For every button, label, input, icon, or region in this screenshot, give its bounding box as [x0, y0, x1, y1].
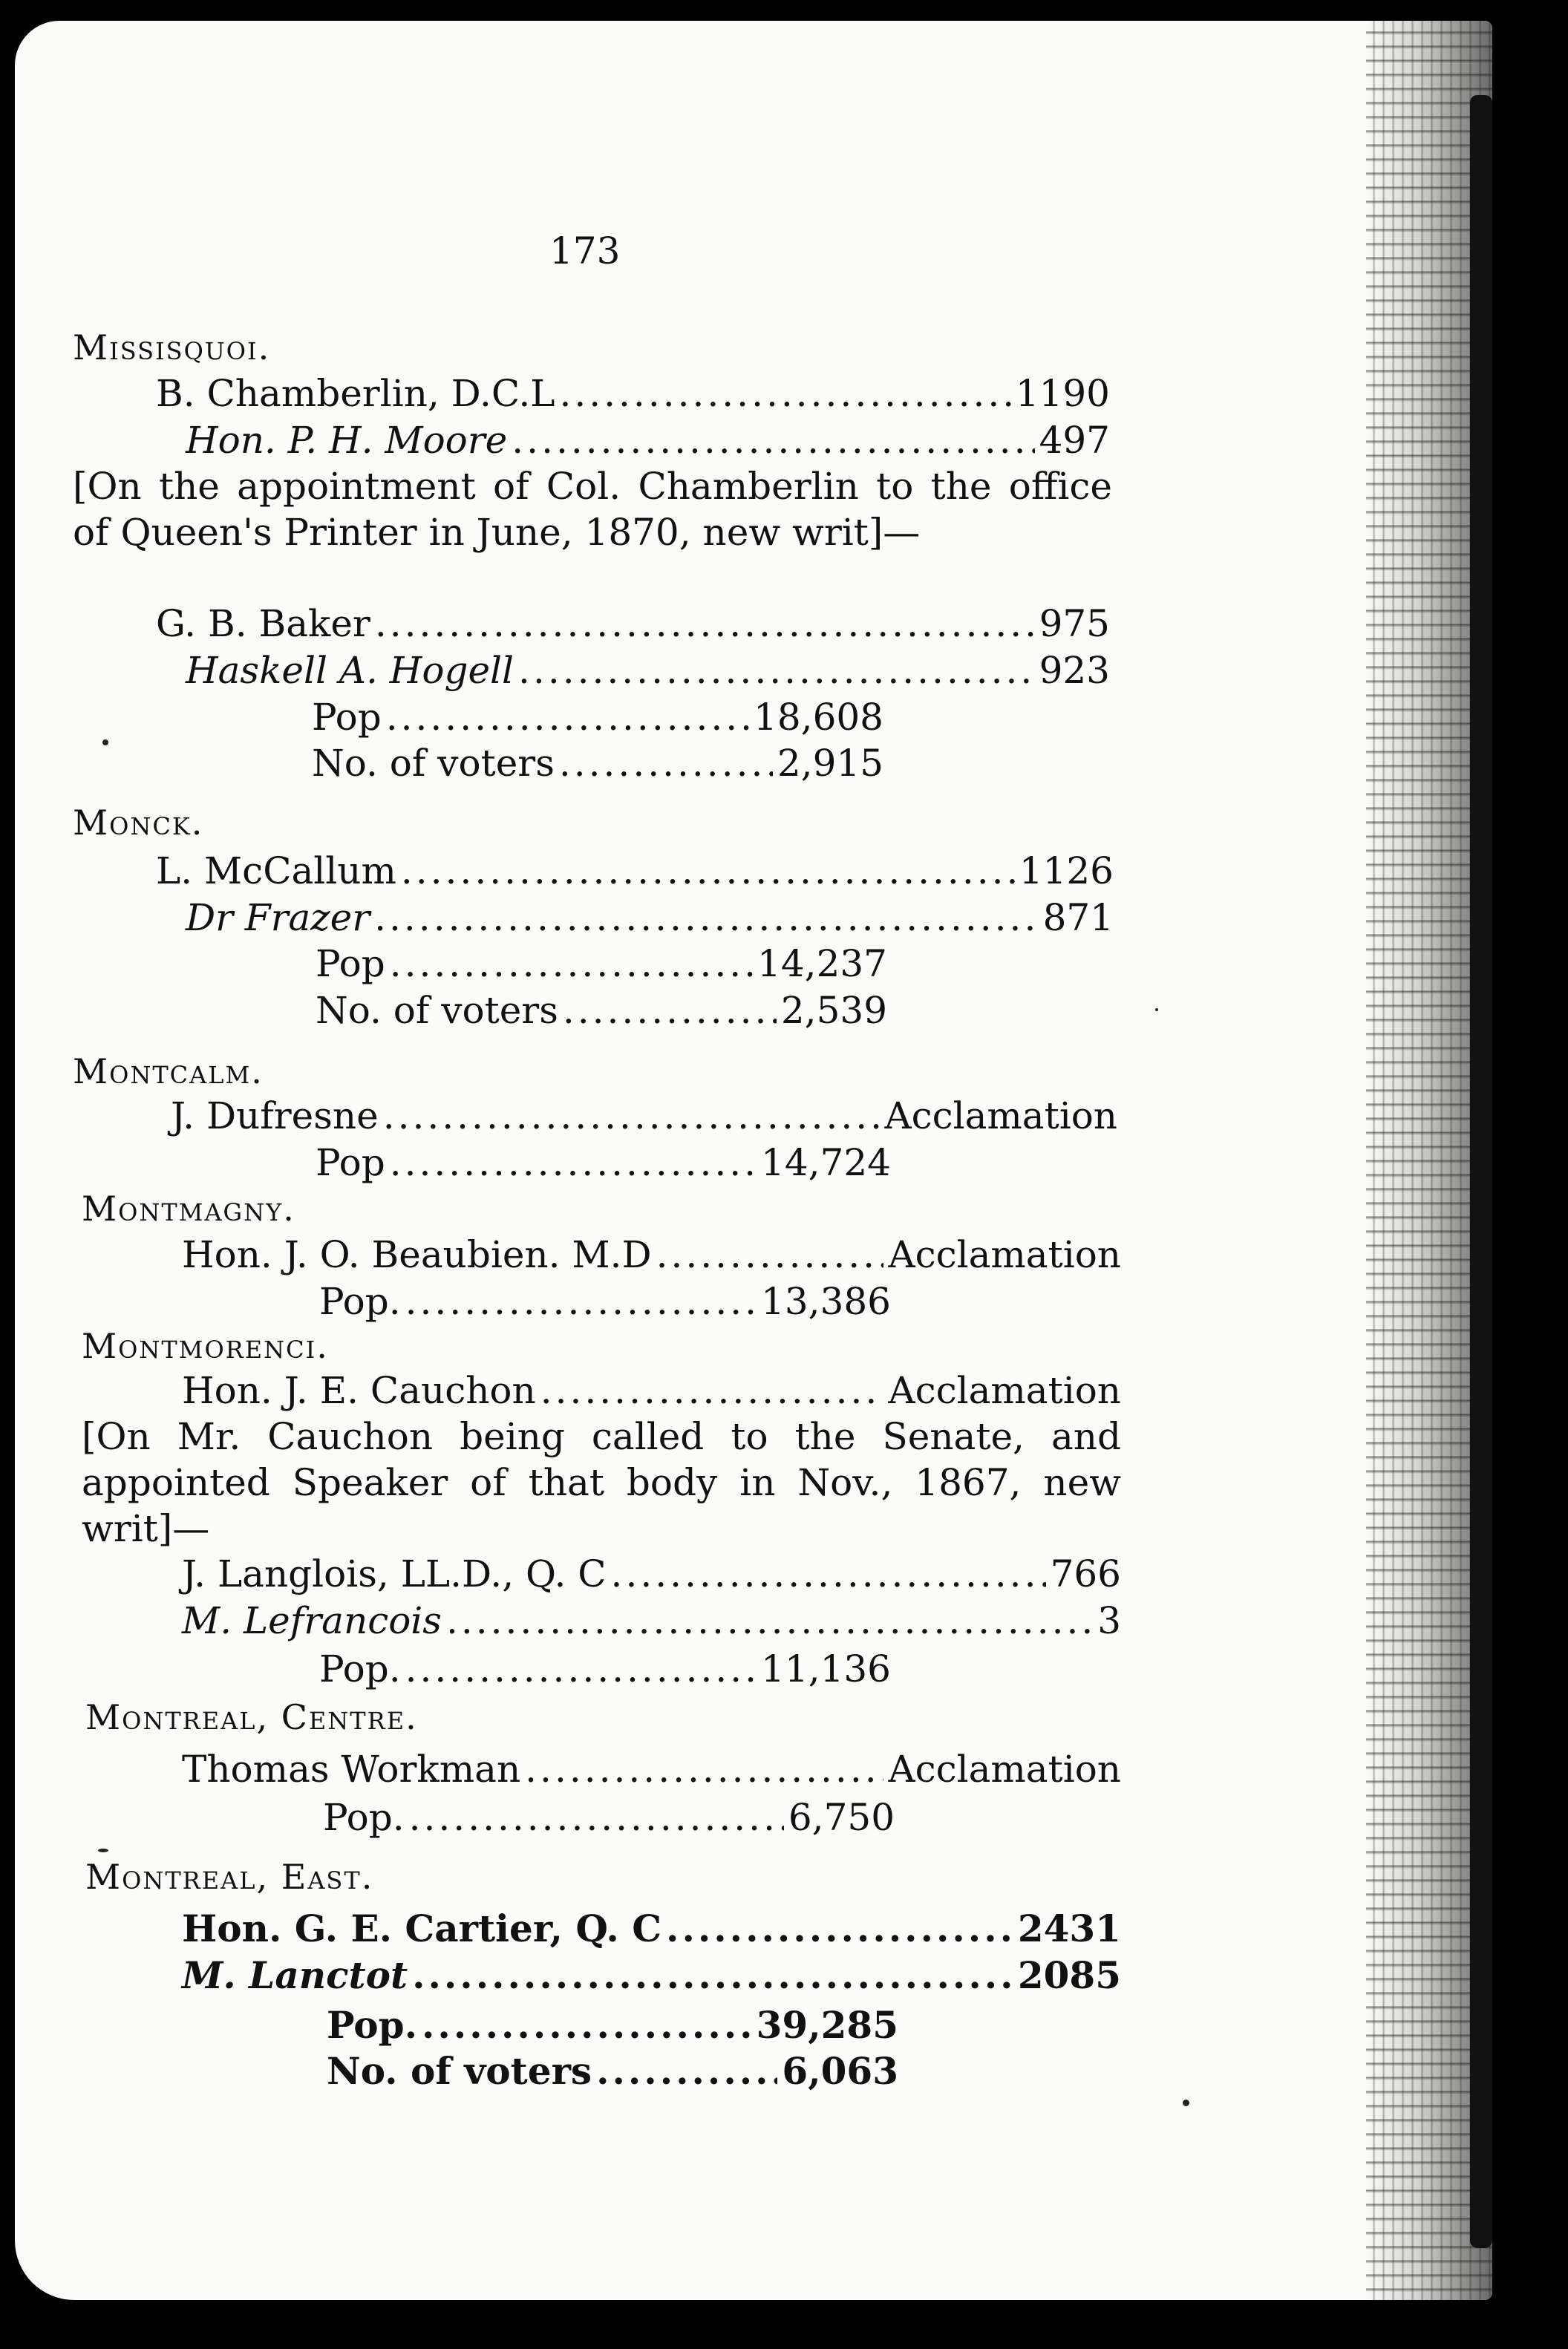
pop-label: Pop. — [319, 1280, 401, 1323]
candidate-name: J. Dufresne — [171, 1094, 379, 1137]
pop-value: 39,285 — [756, 2003, 898, 2047]
section-heading-monck: Monck. — [73, 803, 204, 843]
pop-value: 14,724 — [761, 1141, 891, 1184]
vote-count: Acclamation — [884, 1094, 1117, 1137]
leader-dots — [666, 1907, 1013, 1951]
candidate-name: Dr Frazer — [186, 896, 370, 939]
population-row — [319, 1647, 891, 1691]
leader-dots — [611, 1552, 1046, 1596]
pop-value: 18,608 — [754, 696, 883, 739]
voters-label: No. of voters — [312, 742, 555, 785]
leader-dots — [375, 601, 1035, 646]
vote-count: 497 — [1039, 419, 1110, 462]
vote-count: 2431 — [1017, 1907, 1121, 1950]
result-row — [156, 371, 1110, 416]
section-heading-montmorenci: Montmorenci. — [82, 1326, 329, 1366]
leader-dots — [525, 1747, 883, 1791]
leader-dots — [401, 849, 1015, 893]
vote-count: 766 — [1050, 1552, 1121, 1595]
population-row — [327, 2003, 898, 2048]
vote-count: Acclamation — [888, 1369, 1121, 1412]
leader-dots — [596, 2049, 777, 2094]
scan-speck — [1155, 1008, 1158, 1011]
pop-value: 14,237 — [757, 942, 887, 985]
candidate-name: Haskell A. Hogell — [186, 649, 514, 692]
leader-dots — [383, 1094, 881, 1138]
pop-label: Pop — [316, 1141, 385, 1184]
leader-dots — [390, 941, 753, 986]
section-heading-missisquoi: Missisquoi. — [73, 327, 271, 367]
leader-dots — [559, 371, 1010, 416]
scan-speck — [102, 739, 108, 745]
result-row — [186, 648, 1110, 693]
section-heading-montmagny: Montmagny. — [82, 1189, 295, 1229]
pop-label: Pop. — [327, 2003, 417, 2047]
pop-label: Pop. — [319, 1647, 401, 1690]
leader-dots — [422, 2003, 752, 2048]
book-page — [15, 21, 1492, 2300]
page-edge — [1470, 95, 1492, 2248]
candidate-name: M. Lanctot — [182, 1953, 408, 1997]
candidate-name: M. Lefrancois — [182, 1599, 442, 1642]
leader-dots — [540, 1368, 884, 1413]
leader-dots — [374, 895, 1038, 940]
voters-label: No. of voters — [316, 989, 558, 1032]
result-row — [182, 1747, 1121, 1791]
voters-value: 2,539 — [780, 989, 887, 1032]
leader-dots — [656, 1232, 884, 1277]
voters-row — [312, 741, 883, 785]
leader-dots — [412, 1953, 1013, 1998]
leader-dots — [518, 648, 1035, 693]
candidate-name: G. B. Baker — [156, 602, 370, 645]
section-heading-montreal-east: Montreal, East. — [85, 1857, 374, 1897]
leader-dots — [405, 1647, 757, 1691]
vote-count: 1126 — [1019, 849, 1114, 892]
leader-dots — [390, 1140, 757, 1185]
voters-label: No. of voters — [327, 2049, 592, 2093]
population-row — [323, 1795, 895, 1840]
section-heading-montcalm: Montcalm. — [73, 1051, 264, 1091]
leader-dots — [563, 988, 777, 1033]
result-row — [186, 418, 1110, 463]
leader-dots — [409, 1795, 784, 1840]
leader-dots — [559, 741, 773, 785]
population-row — [316, 941, 887, 986]
result-row — [156, 849, 1114, 893]
leader-dots — [405, 1279, 757, 1324]
vote-count: 923 — [1039, 649, 1110, 692]
candidate-name: Hon. G. E. Cartier, Q. C — [182, 1907, 662, 1950]
population-row — [319, 1279, 891, 1324]
note-paragraph: [On Mr. Cauchon being called to the Senate, and appointed Speaker of that body in Nov., 1867, new writ]— — [82, 1415, 1121, 1550]
population-row — [316, 1140, 891, 1185]
pop-label: Pop — [316, 942, 385, 985]
voters-row — [316, 988, 887, 1033]
candidate-name: Hon. J. E. Cauchon — [182, 1369, 536, 1412]
pop-value: 6,750 — [788, 1796, 895, 1839]
vote-count: 3 — [1097, 1599, 1121, 1642]
vote-count: Acclamation — [888, 1748, 1121, 1791]
vote-count: 975 — [1039, 602, 1110, 645]
pop-value: 13,386 — [761, 1280, 891, 1323]
result-row — [171, 1094, 1117, 1138]
candidate-name: J. Langlois, LL.D., Q. C — [182, 1552, 607, 1595]
voters-value: 2,915 — [777, 742, 883, 785]
result-row — [182, 1552, 1121, 1596]
result-row — [182, 1907, 1121, 1951]
leader-dots — [512, 418, 1034, 463]
vote-count: 1190 — [1015, 372, 1110, 415]
section-heading-montreal-centre: Montreal, Centre. — [85, 1697, 418, 1737]
pop-label: Pop — [312, 696, 382, 739]
note-paragraph: [On the appointment of Col. Chamberlin to the office of Queen's Printer in June, 1870, new writ]— — [73, 465, 1112, 554]
vote-count: 2085 — [1017, 1953, 1121, 1997]
vote-count: 871 — [1042, 896, 1114, 939]
scan-speck — [1183, 2100, 1189, 2106]
leader-dots — [446, 1598, 1093, 1643]
result-row — [182, 1232, 1121, 1277]
result-row — [186, 895, 1114, 940]
voters-value: 6,063 — [782, 2049, 898, 2093]
result-row — [156, 601, 1110, 646]
voters-row — [327, 2049, 898, 2094]
pop-label: Pop. — [323, 1796, 405, 1839]
scan-speck — [98, 1849, 108, 1852]
candidate-name: Thomas Workman — [182, 1748, 521, 1791]
pop-value: 11,136 — [761, 1647, 891, 1690]
population-row — [312, 695, 883, 739]
candidate-name: Hon. J. O. Beaubien. M.D — [182, 1233, 652, 1276]
result-row — [182, 1598, 1121, 1643]
candidate-name: B. Chamberlin, D.C.L — [156, 372, 555, 415]
candidate-name: Hon. P. H. Moore — [186, 419, 508, 462]
vote-count: Acclamation — [888, 1233, 1121, 1276]
page-number: 173 — [549, 229, 621, 272]
result-row — [182, 1368, 1121, 1413]
candidate-name: L. McCallum — [156, 849, 396, 892]
leader-dots — [386, 695, 749, 739]
result-row — [182, 1953, 1121, 1998]
